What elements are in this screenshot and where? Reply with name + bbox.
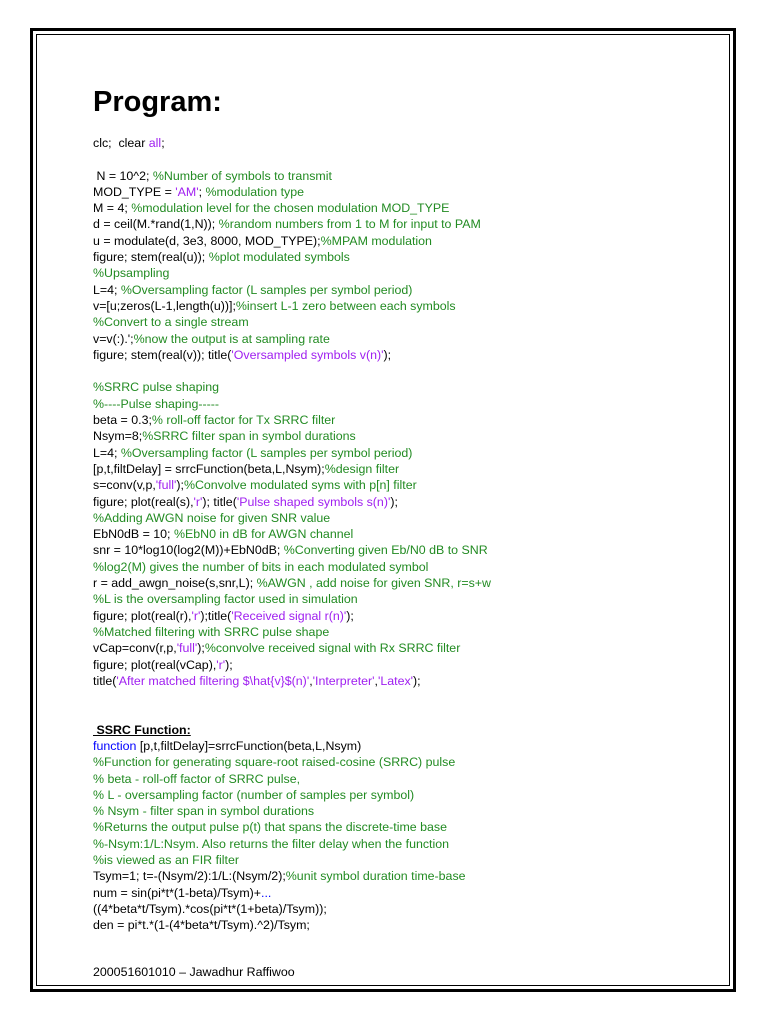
code-text: figure; plot(real(r), bbox=[93, 608, 192, 623]
code-line bbox=[93, 347, 491, 363]
code-line bbox=[93, 233, 491, 249]
code-comment: %L is the oversampling factor used in simulation bbox=[93, 592, 358, 607]
code-comment: %Oversampling factor (L samples per symbol period) bbox=[120, 282, 413, 297]
code-comment: %Converting given Eb/N0 dB to SNR bbox=[283, 543, 488, 558]
code-text: ); bbox=[176, 478, 184, 493]
code-text: M = 4; bbox=[93, 201, 132, 216]
code-line bbox=[93, 282, 491, 298]
code-comment: %Convolve modulated syms with p[n] filter bbox=[183, 478, 417, 493]
code-text: figure; stem(real(v)); title( bbox=[93, 347, 232, 362]
code-line bbox=[93, 249, 491, 265]
code-line bbox=[93, 624, 491, 640]
code-text: EbN0dB = 10; bbox=[93, 527, 174, 542]
code-text: ); bbox=[197, 641, 205, 656]
code-line bbox=[93, 396, 491, 412]
code-line bbox=[93, 754, 491, 770]
code-line bbox=[93, 168, 491, 184]
code-text: ); title( bbox=[202, 494, 237, 509]
code-string: 'full' bbox=[155, 478, 177, 493]
code-text: [p,t,filtDelay] = srrcFunction(beta,L,Nsym); bbox=[93, 461, 325, 476]
code-line bbox=[93, 445, 491, 461]
code-string: 'AM' bbox=[175, 184, 199, 199]
code-comment: %MPAM modulation bbox=[320, 233, 432, 248]
code-line bbox=[93, 673, 491, 689]
code-comment: %Returns the output pulse p(t) that spans the discrete-time base bbox=[93, 820, 448, 835]
code-heading: SSRC Function: bbox=[93, 722, 191, 737]
code-string: 'Pulse shaped symbols s(n)' bbox=[236, 494, 391, 509]
code-text: , bbox=[309, 673, 313, 688]
code-string: 'After matched filtering $\hat{v}$(n)' bbox=[116, 673, 310, 688]
code-line bbox=[93, 787, 491, 803]
code-line bbox=[93, 379, 491, 395]
code-comment: %unit symbol duration time-base bbox=[285, 869, 466, 884]
code-comment: %AWGN , add noise for given SNR, r=s+w bbox=[256, 576, 491, 591]
code-line bbox=[93, 151, 491, 167]
code-listing bbox=[93, 135, 491, 934]
code-text: [p,t,filtDelay]=srrcFunction(beta,L,Nsym) bbox=[136, 738, 362, 753]
code-text: u = modulate(d, 3e3, 8000, MOD_TYPE); bbox=[93, 233, 321, 248]
code-line bbox=[93, 526, 491, 542]
code-text: N = 10^2; bbox=[93, 168, 153, 183]
code-line bbox=[93, 738, 491, 754]
code-line bbox=[93, 689, 491, 705]
code-line bbox=[93, 135, 491, 151]
code-line bbox=[93, 298, 491, 314]
code-text: L=4; bbox=[93, 445, 121, 460]
code-text: figure; plot(real(vCap), bbox=[93, 657, 217, 672]
code-comment: %----Pulse shaping----- bbox=[93, 396, 219, 411]
code-line bbox=[93, 608, 491, 624]
code-line bbox=[93, 640, 491, 656]
code-string: 'r' bbox=[191, 608, 201, 623]
code-text: ; bbox=[198, 184, 206, 199]
code-line bbox=[93, 885, 491, 901]
code-comment: %Upsampling bbox=[93, 266, 170, 281]
code-line bbox=[93, 705, 491, 721]
code-comment: %Convert to a single stream bbox=[93, 315, 249, 330]
code-comment: %design filter bbox=[324, 461, 400, 476]
code-text: v=[u;zeros(L-1,length(u))]; bbox=[93, 298, 236, 313]
code-text: ); bbox=[390, 494, 398, 509]
code-string: 'r' bbox=[216, 657, 226, 672]
code-string: 'r' bbox=[193, 494, 203, 509]
code-line bbox=[93, 803, 491, 819]
code-comment: %Function for generating square-root raised-cosine (SRRC) pulse bbox=[93, 755, 456, 770]
code-line bbox=[93, 216, 491, 232]
code-line bbox=[93, 461, 491, 477]
code-text: d = ceil(M.*rand(1,N)); bbox=[93, 217, 219, 232]
code-comment: % Nsym - filter span in symbol durations bbox=[93, 804, 315, 819]
footer-author: 200051601010 – Jawadhur Raffiwoo bbox=[93, 965, 295, 979]
code-line bbox=[93, 819, 491, 835]
code-text: ); bbox=[413, 673, 421, 688]
code-text: figure; plot(real(s), bbox=[93, 494, 194, 509]
code-text: beta = 0.3; bbox=[93, 413, 152, 428]
code-line bbox=[93, 575, 491, 591]
code-line bbox=[93, 917, 491, 933]
code-comment: %Number of symbols to transmit bbox=[152, 168, 332, 183]
code-text: Nsym=8; bbox=[93, 429, 143, 444]
code-text: title( bbox=[93, 673, 117, 688]
code-keyword: ... bbox=[261, 885, 272, 900]
code-comment: %random numbers from 1 to M for input to PAM bbox=[218, 217, 481, 232]
code-line bbox=[93, 591, 491, 607]
code-comment: %log2(M) gives the number of bits in each modulated symbol bbox=[93, 559, 429, 574]
code-text: , bbox=[374, 673, 378, 688]
code-text: ); bbox=[383, 347, 392, 362]
code-text: vCap=conv(r,p, bbox=[93, 641, 177, 656]
code-text: ((4*beta*t/Tsym).*cos(pi*t*(1+beta)/Tsym)); bbox=[93, 901, 327, 916]
code-line bbox=[93, 200, 491, 216]
code-comment: %-Nsym:1/L:Nsym. Also returns the filter delay when the function bbox=[93, 836, 450, 851]
code-comment: %SRRC pulse shaping bbox=[93, 380, 220, 395]
code-line bbox=[93, 510, 491, 526]
code-string: all bbox=[148, 136, 162, 150]
code-string: 'Oversampled symbols v(n)' bbox=[231, 347, 384, 362]
code-comment: % beta - roll-off factor of SRRC pulse, bbox=[93, 771, 301, 786]
code-comment: %Matched filtering with SRRC pulse shape bbox=[93, 624, 330, 639]
code-line bbox=[93, 722, 491, 738]
code-text: s=conv(v,p, bbox=[93, 478, 156, 493]
code-text: figure; stem(real(u)); bbox=[93, 250, 209, 265]
code-string: 'Interpreter' bbox=[312, 673, 375, 688]
code-comment: %EbN0 in dB for AWGN channel bbox=[173, 527, 354, 542]
code-text: ); bbox=[346, 608, 354, 623]
code-text: den = pi*t.*(1-(4*beta*t/Tsym).^2)/Tsym; bbox=[93, 918, 310, 933]
code-comment: %is viewed as an FIR filter bbox=[93, 853, 239, 868]
code-keyword: function bbox=[93, 738, 137, 753]
code-text: );title( bbox=[200, 608, 232, 623]
code-comment: %Adding AWGN noise for given SNR value bbox=[93, 510, 331, 525]
code-text: Tsym=1; t=-(Nsym/2):1/L:(Nsym/2); bbox=[93, 869, 286, 884]
code-line bbox=[93, 836, 491, 852]
code-line bbox=[93, 542, 491, 558]
code-comment: %SRRC filter span in symbol durations bbox=[142, 429, 356, 444]
code-text: MOD_TYPE = bbox=[93, 184, 176, 199]
code-comment: %insert L-1 zero between each symbols bbox=[235, 298, 456, 313]
code-line bbox=[93, 901, 491, 917]
code-comment: %Oversampling factor (L samples per symbol period) bbox=[120, 445, 413, 460]
code-comment: %now the output is at sampling rate bbox=[133, 331, 330, 346]
code-text: snr = 10*log10(log2(M))+EbN0dB; bbox=[93, 543, 284, 558]
code-text: clc; clear bbox=[93, 136, 149, 150]
code-comment: % L - oversampling factor (number of samples per symbol) bbox=[93, 787, 415, 802]
code-string: 'Latex' bbox=[378, 673, 414, 688]
code-text: num = sin(pi*t*(1-beta)/Tsym)+ bbox=[93, 885, 262, 900]
code-line bbox=[93, 428, 491, 444]
code-line bbox=[93, 657, 491, 673]
code-comment: %modulation level for the chosen modulation MOD_TYPE bbox=[131, 201, 450, 216]
code-line bbox=[93, 184, 491, 200]
code-string: 'Received signal r(n)' bbox=[231, 608, 347, 623]
code-comment: %plot modulated symbols bbox=[208, 250, 350, 265]
code-line bbox=[93, 412, 491, 428]
code-comment: %modulation type bbox=[205, 184, 305, 199]
code-line bbox=[93, 314, 491, 330]
code-line bbox=[93, 331, 491, 347]
code-line bbox=[93, 494, 491, 510]
code-text: L=4; bbox=[93, 282, 121, 297]
code-line bbox=[93, 477, 491, 493]
code-text: ); bbox=[225, 657, 233, 672]
code-comment: %convolve received signal with Rx SRRC filter bbox=[204, 641, 461, 656]
code-text: v=v(:).'; bbox=[93, 331, 134, 346]
code-line bbox=[93, 265, 491, 281]
code-line bbox=[93, 771, 491, 787]
code-text: r = add_awgn_noise(s,snr,L); bbox=[93, 576, 257, 591]
code-comment: % roll-off factor for Tx SRRC filter bbox=[151, 413, 336, 428]
code-line bbox=[93, 868, 491, 884]
code-string: 'full' bbox=[176, 641, 198, 656]
code-line bbox=[93, 363, 491, 379]
code-line bbox=[93, 559, 491, 575]
code-text: ; bbox=[161, 136, 165, 150]
code-line bbox=[93, 852, 491, 868]
page-title: Program: bbox=[93, 86, 222, 118]
